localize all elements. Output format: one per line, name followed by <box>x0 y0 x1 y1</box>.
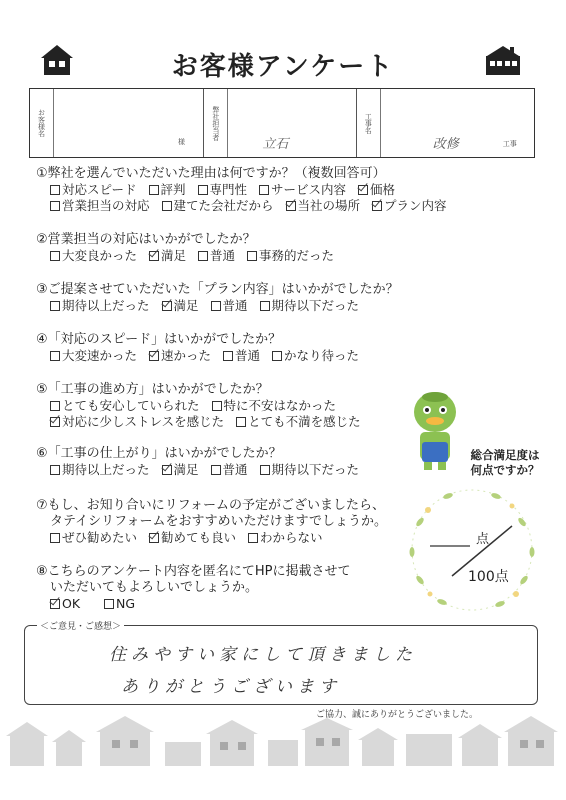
checkbox-checked[interactable] <box>149 533 159 543</box>
checkbox[interactable] <box>198 251 208 261</box>
checkbox[interactable] <box>50 185 60 195</box>
question-text: ⑥「工事の仕上がり」はいかがでしたか？ <box>36 446 282 461</box>
kappa-mascot-icon <box>410 388 460 474</box>
town-silhouette-decoration <box>0 712 566 772</box>
score-unit: 点 <box>476 532 490 547</box>
question-5 <box>36 382 456 430</box>
question-text: ④「対応のスピード」はいかがでしたか？ <box>36 332 282 347</box>
checkbox[interactable] <box>248 533 258 543</box>
option-row <box>36 248 456 264</box>
checkbox[interactable] <box>260 301 270 311</box>
checkbox[interactable] <box>236 417 246 427</box>
customer-label: お客様名 <box>30 89 54 157</box>
option[interactable]: NG <box>104 596 135 612</box>
customer-cell <box>30 89 204 157</box>
checkbox[interactable] <box>259 185 269 195</box>
checkbox[interactable] <box>50 401 60 411</box>
checkbox[interactable] <box>50 465 60 475</box>
option[interactable]: サービス内容 <box>259 182 346 198</box>
option[interactable]: 期待以上だった <box>50 462 150 478</box>
checkbox[interactable] <box>212 401 222 411</box>
question-text: ⑤「工事の進め方」はいかがでしたか？ <box>36 382 269 397</box>
checkbox-checked[interactable] <box>286 201 296 211</box>
staff-value-field[interactable] <box>228 89 355 157</box>
work-value: 改修 <box>432 137 459 152</box>
option[interactable]: 普通 <box>223 348 260 364</box>
comment-line-1: 住みやすい家にして頂きました <box>109 645 417 665</box>
option[interactable]: 大変良かった <box>50 248 137 264</box>
checkbox[interactable] <box>198 185 208 195</box>
option-row <box>36 298 456 314</box>
checkbox-checked[interactable] <box>50 599 60 609</box>
question-6 <box>36 446 456 478</box>
checkbox[interactable] <box>162 201 172 211</box>
option[interactable]: 評判 <box>149 182 186 198</box>
checkbox[interactable] <box>211 465 221 475</box>
checkbox[interactable] <box>50 301 60 311</box>
option-row <box>36 414 456 430</box>
checkbox[interactable] <box>104 599 114 609</box>
page-title: お客様アンケート <box>171 52 395 82</box>
option-row <box>36 348 456 364</box>
house-icon-right <box>483 44 523 76</box>
customer-value[interactable] <box>54 89 203 157</box>
option[interactable]: 専門性 <box>198 182 248 198</box>
work-suffix: 工事 <box>502 140 517 148</box>
option[interactable]: 普通 <box>211 462 248 478</box>
option[interactable]: 満足 <box>149 248 186 264</box>
question-1 <box>36 166 456 214</box>
option[interactable]: 営業担当の対応 <box>50 198 150 214</box>
question-text: ②営業担当の対応はいかがでしたか？ <box>36 232 256 247</box>
option[interactable]: 価格 <box>358 182 395 198</box>
option[interactable]: OK <box>50 596 80 612</box>
checkbox-checked[interactable] <box>50 417 60 427</box>
option[interactable]: ぜひ勧めたい <box>50 530 137 546</box>
thanks-text: ご協力、誠にありがとうございました。 <box>316 710 479 720</box>
checkbox[interactable] <box>50 533 60 543</box>
question-4 <box>36 332 456 364</box>
option[interactable]: 期待以上だった <box>50 298 150 314</box>
comment-box[interactable] <box>24 622 538 705</box>
checkbox-checked[interactable] <box>162 301 172 311</box>
checkbox[interactable] <box>247 251 257 261</box>
option-row <box>36 530 456 546</box>
option[interactable]: わからない <box>248 530 323 546</box>
checkbox-checked[interactable] <box>162 465 172 475</box>
question-text: ①弊社を選んでいただいた理由は何ですか？（複数回答可） <box>36 166 386 181</box>
checkbox[interactable] <box>272 351 282 361</box>
staff-label: 弊社担当者 <box>204 89 228 157</box>
question-8 <box>36 564 456 612</box>
overall-line1: 総合満足度は <box>470 448 540 462</box>
checkbox[interactable] <box>50 251 60 261</box>
question-2 <box>36 232 456 264</box>
work-cell <box>357 89 534 157</box>
checkbox[interactable] <box>211 301 221 311</box>
option-row <box>36 182 456 198</box>
checkbox[interactable] <box>149 185 159 195</box>
option[interactable]: とても安心していられた <box>50 398 200 414</box>
option[interactable]: 満足 <box>162 462 199 478</box>
checkbox[interactable] <box>260 465 270 475</box>
option[interactable]: 勧めても良い <box>149 530 236 546</box>
checkbox[interactable] <box>50 351 60 361</box>
customer-suffix: 様 <box>178 138 185 146</box>
checkbox[interactable] <box>223 351 233 361</box>
staff-cell <box>204 89 356 157</box>
option[interactable]: 当社の場所 <box>286 198 361 214</box>
staff-value: 立石 <box>262 137 289 152</box>
option-row <box>36 462 456 478</box>
checkbox-checked[interactable] <box>358 185 368 195</box>
checkbox-checked[interactable] <box>149 351 159 361</box>
checkbox-checked[interactable] <box>372 201 382 211</box>
option[interactable]: とても不満を感じた <box>236 414 361 430</box>
option[interactable]: 満足 <box>162 298 199 314</box>
question-text-continued: いただいてもよろしいでしょうか。 <box>50 580 259 595</box>
option[interactable]: かなり待った <box>272 348 359 364</box>
option[interactable]: 事務的だった <box>247 248 334 264</box>
overall-question <box>460 448 550 478</box>
comment-label: ＜ご意見・ご感想＞ <box>37 619 124 632</box>
question-text: ⑦もし、お知り合いにリフォームの予定がございましたら、 <box>36 498 386 513</box>
checkbox[interactable] <box>50 201 60 211</box>
question-text-continued: タテイシリフォームをおすすめいただけますでしょうか。 <box>50 514 387 529</box>
work-label: 工事名 <box>357 89 381 157</box>
option[interactable]: 期待以下だった <box>260 462 360 478</box>
question-text: ⑧こちらのアンケート内容を匿名にてHPに掲載させて <box>36 564 351 579</box>
wreath-decoration <box>400 482 544 618</box>
question-3 <box>36 282 456 314</box>
question-7 <box>36 498 456 546</box>
option[interactable]: 普通 <box>211 298 248 314</box>
option[interactable]: 特に不安はなかった <box>212 398 337 414</box>
option[interactable]: 普通 <box>198 248 235 264</box>
option[interactable]: 速かった <box>149 348 211 364</box>
option[interactable]: 建てた会社だから <box>162 198 274 214</box>
option-row <box>36 596 456 612</box>
question-text: ③ご提案させていただいた「プラン内容」はいかがでしたか？ <box>36 282 399 297</box>
option[interactable]: 対応スピード <box>50 182 137 198</box>
option[interactable]: 対応に少しストレスを感じた <box>50 414 224 430</box>
work-value-field[interactable] <box>381 89 534 157</box>
option[interactable]: 期待以下だった <box>260 298 360 314</box>
option[interactable]: プラン内容 <box>372 198 447 214</box>
overall-line2: 何点ですか？ <box>470 463 540 477</box>
option-row <box>36 198 456 214</box>
checkbox-checked[interactable] <box>149 251 159 261</box>
option[interactable]: 大変速かった <box>50 348 137 364</box>
option-row <box>36 398 456 414</box>
score-max: 100点 <box>468 569 509 585</box>
info-table <box>29 88 535 158</box>
comment-line-2: ありがとうございます <box>121 677 341 697</box>
